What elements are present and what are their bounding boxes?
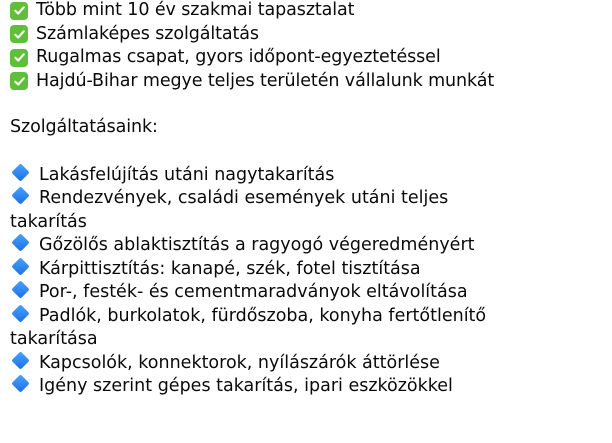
service-text-continued: takarítás bbox=[10, 211, 87, 232]
service-item bbox=[10, 281, 612, 305]
feature-text: Számlaképes szolgáltatás bbox=[36, 23, 259, 44]
feature-text: Hajdú-Bihar megye teljes területén vállalunk munkát bbox=[36, 70, 495, 91]
services-list bbox=[10, 164, 612, 399]
feature-item bbox=[10, 46, 612, 70]
check-mark-button-icon bbox=[10, 2, 28, 20]
check-mark-button-icon bbox=[10, 25, 28, 43]
service-item bbox=[10, 352, 612, 376]
service-text: Padlók, burkolatok, fürdőszoba, konyha fertőtlenítő bbox=[39, 305, 487, 326]
check-mark-button-icon bbox=[10, 49, 28, 67]
feature-item bbox=[10, 0, 612, 23]
services-heading: Szolgáltatásaink: bbox=[10, 117, 158, 137]
service-item bbox=[10, 258, 612, 282]
service-text: Igény szerint gépes takarítás, ipari eszközökkel bbox=[39, 376, 453, 396]
feature-text: Több mint 10 év szakmai tapasztalat bbox=[36, 0, 355, 20]
service-item bbox=[10, 187, 612, 234]
service-item bbox=[10, 234, 612, 258]
service-item bbox=[10, 305, 612, 352]
blue-diamond-icon bbox=[11, 186, 29, 204]
feature-item bbox=[10, 23, 612, 47]
blue-diamond-icon bbox=[11, 257, 29, 275]
blue-diamond-icon bbox=[11, 351, 29, 369]
check-mark-button-icon bbox=[10, 72, 28, 90]
service-text-continued: takarítása bbox=[10, 329, 98, 349]
feature-text: Rugalmas csapat, gyors időpont-egyeztetéssel bbox=[36, 47, 441, 67]
blue-diamond-icon bbox=[11, 233, 29, 251]
blue-diamond-icon bbox=[11, 374, 29, 392]
service-item bbox=[10, 375, 612, 399]
service-text: Lakásfelújítás utáni nagytakarítás bbox=[39, 164, 335, 185]
service-text: Por-, festék- és cementmaradványok eltávolítása bbox=[39, 282, 468, 302]
service-item bbox=[10, 164, 612, 188]
feature-item bbox=[10, 70, 612, 94]
blue-diamond-icon bbox=[11, 280, 29, 298]
feature-list bbox=[10, 0, 612, 93]
service-text: Rendezvények, családi események utáni teljes bbox=[39, 188, 449, 208]
service-text: Gőzölős ablaktisztítás a ragyogó végeredményért bbox=[39, 235, 475, 255]
service-text: Kapcsolók, konnektorok, nyílászárók áttörlése bbox=[39, 352, 440, 373]
blue-diamond-icon bbox=[11, 163, 29, 181]
service-text: Kárpittisztítás: kanapé, szék, fotel tisztítása bbox=[39, 258, 421, 279]
blue-diamond-icon bbox=[11, 304, 29, 322]
